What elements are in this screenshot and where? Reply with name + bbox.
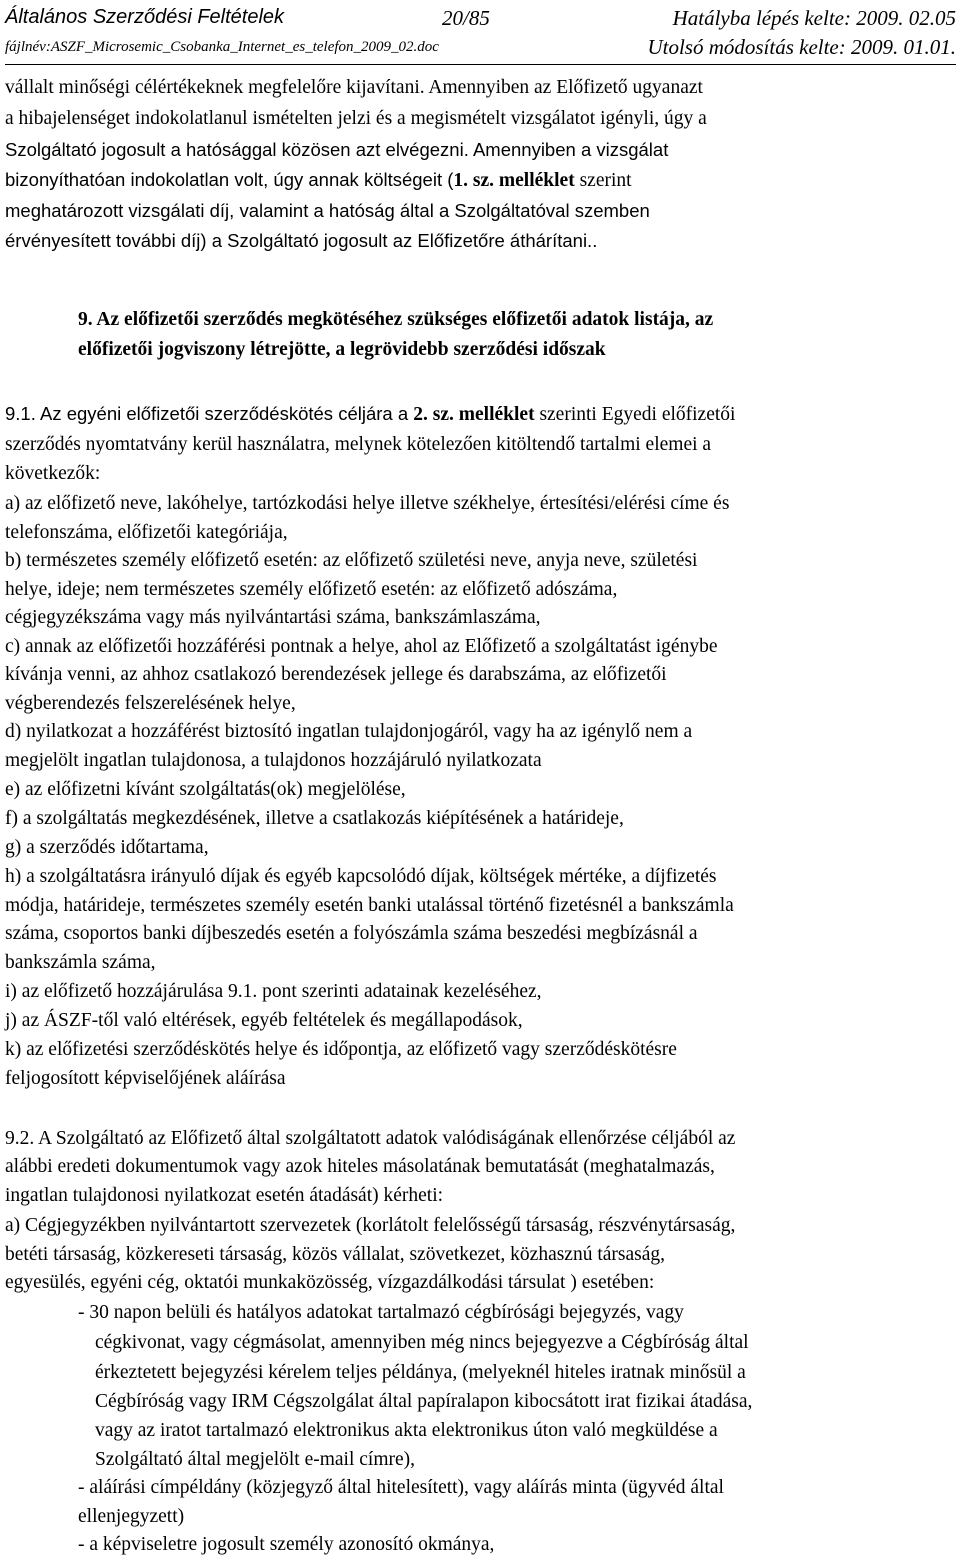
text-line: Szolgáltató jogosult a hatósággal közösen azt elvégezni. Amennyiben a vizsgálat <box>5 139 669 160</box>
text-fragment: bizonyíthatóan indokolatlan volt, úgy annak költségeit ( <box>5 169 454 190</box>
text-line: helye, ideje; nem természetes személy előfizető esetén: az előfizető adószáma, <box>5 579 618 600</box>
text-line: meghatározott vizsgálati díj, valamint a hatóság által a Szolgáltatóval szemben <box>5 200 650 221</box>
text-line: telefonszáma, előfizetői kategóriája, <box>5 522 288 543</box>
text-line: ingatlan tulajdonosi nyilatkozat esetén átadását) kérheti: <box>5 1185 444 1206</box>
dash-list-item: - a képviseletre jogosult személy azonosító okmánya, <box>78 1534 495 1555</box>
header-effective-date: Hatályba lépés kelte: 2009. 02.05 <box>672 6 956 30</box>
section-heading: előfizetői jogviszony létrejötte, a legrövidebb szerződési időszak <box>78 339 606 360</box>
text-line: 9.2. A Szolgáltató az Előfizető által szolgáltatott adatok valódiságának ellenőrzése céljából az <box>5 1128 736 1149</box>
text-line: végberendezés felszerelésének helye, <box>5 693 296 714</box>
header-modified-date: Utolsó módosítás kelte: 2009. 01.01. <box>647 35 956 59</box>
header-filename: fájlnév:ASZF_Microsemic_Csobanka_Internet_es_telefon_2009_02.doc <box>5 39 439 55</box>
text-line: cégjegyzékszáma vagy más nyilvántartási száma, bankszámlaszáma, <box>5 607 541 628</box>
list-item: a) Cégjegyzékben nyilvántartott szervezetek (korlátolt felelősségű társaság, részvénytársaság, <box>5 1215 736 1236</box>
list-item: e) az előfizetni kívánt szolgáltatás(ok) megjelölése, <box>5 779 406 800</box>
page-header-bottom <box>5 37 956 59</box>
text-line: a hibajelenséget indokolatlanul ismételten jelzi és a megismételt vizsgálatot igényli, úgy a <box>5 108 707 129</box>
list-item: j) az ÁSZF-től való eltérések, egyéb feltételek és megállapodások, <box>5 1010 523 1031</box>
header-page-number: 20/85 <box>442 6 490 30</box>
text-fragment: 9.1. Az egyéni előfizetői szerződéskötés céljára a <box>5 403 414 424</box>
dash-list-item: - aláírási címpéldány (közjegyző által hitelesített), vagy aláírás minta (ügyvéd által <box>78 1477 724 1498</box>
text-line: ellenjegyzett) <box>78 1506 185 1527</box>
text-line: alábbi eredeti dokumentumok vagy azok hiteles másolatának bemutatását (meghatalmazás, <box>5 1156 715 1177</box>
text-line: feljogosított képviselőjének aláírása <box>5 1068 286 1089</box>
list-item: g) a szerződés időtartama, <box>5 837 209 858</box>
annex-reference: 1. sz. melléklet <box>453 170 575 191</box>
text-line: érvényesített további díj) a Szolgáltató jogosult az Előfizetőre áthárítani.. <box>5 230 598 251</box>
text-line: módja, határideje, természetes személy esetén banki utalással történő fizetésnél a bankszámla <box>5 895 734 916</box>
text-line: vállalt minőségi célértékeknek megfelelőre kijavítani. Amennyiben az Előfizető ugyanazt <box>5 77 703 98</box>
text-line <box>5 167 955 193</box>
text-line: érkeztetett bejegyzési kérelem teljes példánya, (melyeknél hiteles iratnak minősül a <box>95 1362 746 1383</box>
dash-list-item: - 30 napon belüli és hatályos adatokat tartalmazó cégbírósági bejegyzés, vagy <box>78 1302 684 1323</box>
text-line: száma, csoportos banki díjbeszedés esetén a folyószámla száma beszedési megbízásnál a <box>5 923 698 944</box>
list-item: h) a szolgáltatásra irányuló díjak és egyéb kapcsolódó díjak, költségek mértéke, a díjfizetés <box>5 866 717 887</box>
text-line: megjelölt ingatlan tulajdonosa, a tulajdonos hozzájáruló nyilatkozata <box>5 750 542 771</box>
list-item: i) az előfizető hozzájárulása 9.1. pont szerinti adatainak kezeléséhez, <box>5 981 542 1002</box>
text-line: betéti társaság, közkereseti társaság, közös vállalat, szövetkezet, közhasznú társaság, <box>5 1244 666 1265</box>
list-item: b) természetes személy előfizető esetén: az előfizető születési neve, anyja neve, születési <box>5 550 698 571</box>
list-item: c) annak az előfizetői hozzáférési pontnak a helye, ahol az Előfizető a szolgáltatást igénybe <box>5 636 718 657</box>
text-line: kívánja venni, az ahhoz csatlakozó berendezések jellege és darabszáma, az előfizetői <box>5 664 667 685</box>
text-line: következők: <box>5 463 101 484</box>
page-header-top <box>5 6 956 34</box>
text-line: egyesülés, egyéni cég, oktatói munkaközösség, vízgazdálkodási társulat ) esetében: <box>5 1272 655 1293</box>
text-line: szerződés nyomtatvány kerül használatra, melynek kötelezően kitöltendő tartalmi elemei a <box>5 434 712 455</box>
list-item: k) az előfizetési szerződéskötés helye és időpontja, az előfizető vagy szerződéskötésre <box>5 1039 677 1060</box>
text-line: Szolgáltató által megjelölt e-mail címre), <box>95 1449 416 1470</box>
text-fragment: szerint <box>574 170 632 191</box>
text-line: vagy az iratot tartalmazó elektronikus akta elektronikus úton való megküldése a <box>95 1420 718 1441</box>
header-title: Általános Szerződési Feltételek <box>5 6 285 28</box>
list-item: d) nyilatkozat a hozzáférést biztosító ingatlan tulajdonjogáról, vagy ha az igénylő nem a <box>5 721 693 742</box>
list-item: a) az előfizető neve, lakóhelye, tartózkodási helye illetve székhelye, értesítési/elérési címe és <box>5 493 730 514</box>
text-line: bankszámla száma, <box>5 952 156 973</box>
header-rule <box>5 64 956 65</box>
text-fragment: szerinti Egyedi előfizetői <box>534 404 736 425</box>
section-heading: 9. Az előfizetői szerződés megkötéséhez szükséges előfizetői adatok listája, az <box>78 309 714 330</box>
text-line: cégkivonat, vagy cégmásolat, amennyiben még nincs bejegyezve a Cégbíróság által <box>95 1332 749 1353</box>
text-line: Cégbíróság vagy IRM Cégszolgálat által papíralapon kibocsátott irat fizikai átadása, <box>95 1391 753 1412</box>
text-line <box>5 401 955 427</box>
list-item: f) a szolgáltatás megkezdésének, illetve a csatlakozás kiépítésének a határideje, <box>5 808 624 829</box>
annex-reference: 2. sz. melléklet <box>413 404 535 425</box>
